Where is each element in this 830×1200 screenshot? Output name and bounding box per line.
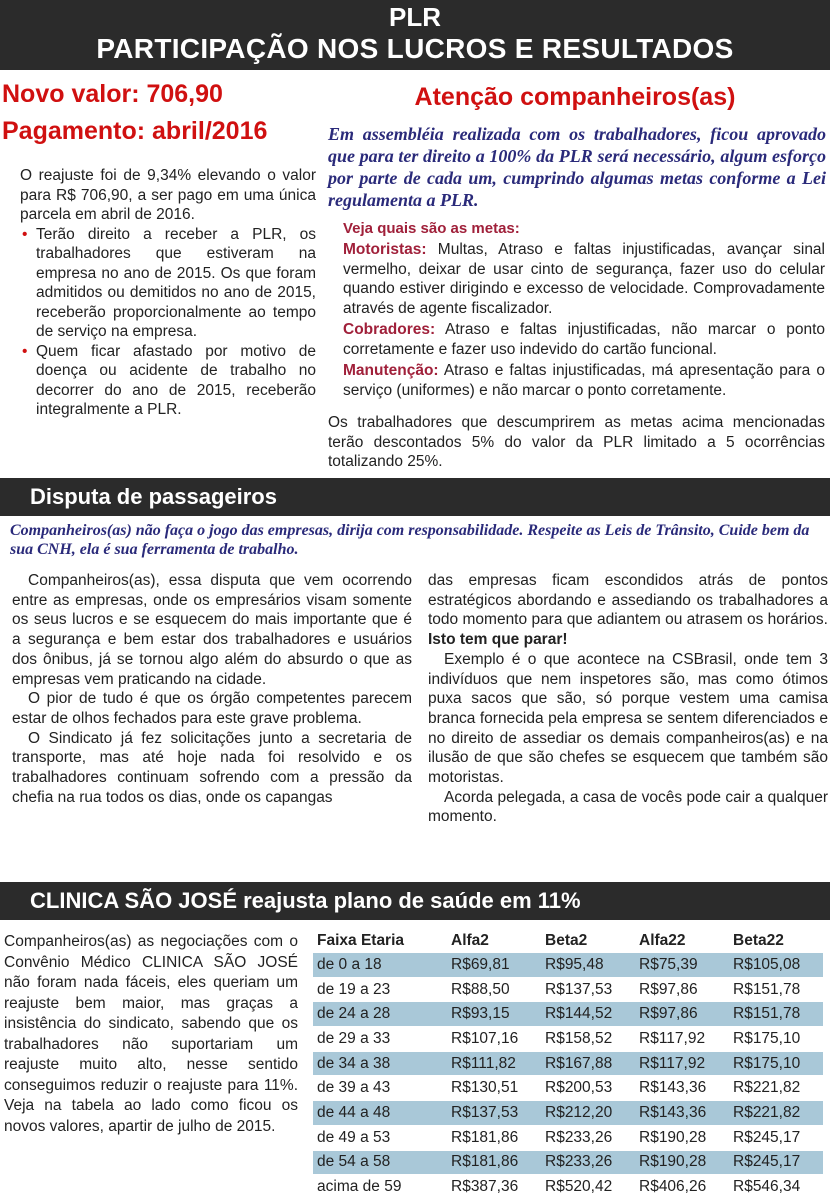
- table-cell: R$387,36: [447, 1175, 541, 1199]
- header-title-plr: PLR: [389, 2, 441, 32]
- table-cell: de 49 a 53: [313, 1125, 447, 1150]
- header-title-full: PARTICIPAÇÃO NOS LUCROS E RESULTADOS: [96, 33, 734, 64]
- meta-motoristas: [343, 240, 825, 318]
- bullet-text: Terão direito a receber a PLR, os trabalhadores que estiveram na empresa no ano de 2015. Os que foram admitidos ou demitidos no ano de 2015, receberão proporcionalmente ao tempo de serviço na empresa.: [36, 225, 316, 340]
- table-header: Faixa Etaria: [317, 932, 405, 949]
- metas-label: Veja quais são as metas:: [343, 220, 520, 237]
- manutencao-text: Atraso e faltas injustificadas, má apresentação para o serviço (uniformes) e não marcar o ponto corretamente.: [343, 362, 825, 399]
- table-row: [313, 1150, 823, 1175]
- table-row: [313, 1101, 823, 1126]
- plr-bullet-2: [20, 342, 316, 420]
- table-cell: R$190,28: [635, 1150, 729, 1175]
- table-cell: R$117,92: [635, 1051, 729, 1076]
- disputa-title: Disputa de passageiros: [30, 484, 277, 509]
- manutencao-label: Manutenção:: [343, 362, 439, 379]
- table-cell: de 54 a 58: [313, 1150, 447, 1175]
- motoristas-label: Motoristas:: [343, 241, 427, 258]
- table-cell: R$175,10: [729, 1051, 823, 1076]
- table-header-row: [313, 930, 823, 953]
- table-cell: de 39 a 43: [313, 1076, 447, 1101]
- table-cell: R$137,53: [541, 977, 635, 1002]
- table-cell: R$233,26: [541, 1125, 635, 1150]
- table-cell: R$181,86: [447, 1150, 541, 1175]
- table-cell: R$75,39: [635, 953, 729, 978]
- table-cell: R$143,36: [635, 1076, 729, 1101]
- table-cell: de 19 a 23: [313, 977, 447, 1002]
- disputa-paragraph: Acorda pelegada, a casa de vocês pode cair a qualquer momento.: [428, 788, 828, 826]
- table-cell: de 24 a 28: [313, 1002, 447, 1027]
- newsletter-header: [0, 0, 830, 70]
- bullet-text: Quem ficar afastado por motivo de doença ou acidente de trabalho no decorrer do ano de 2015, receberão integralmente a PLR.: [36, 342, 316, 418]
- cobradores-text: Atraso e faltas injustificadas, não marcar o ponto corretamente e fazer uso indevido do cartão funcional.: [343, 321, 825, 358]
- table-cell: de 29 a 33: [313, 1027, 447, 1052]
- table-header: Alfa2: [451, 932, 489, 949]
- meta-manutencao: [343, 361, 825, 400]
- table-header: Beta22: [733, 932, 784, 949]
- table-cell: R$200,53: [541, 1076, 635, 1101]
- table-cell: R$97,86: [635, 1002, 729, 1027]
- table-row: [313, 1125, 823, 1150]
- table-cell: R$117,92: [635, 1027, 729, 1052]
- plr-intro: O reajuste foi de 9,34% elevando o valor para R$ 706,90, a ser pago em uma única parcela em abril de 2016.: [20, 167, 316, 223]
- table-cell: R$221,82: [729, 1076, 823, 1101]
- table-cell: de 34 a 38: [313, 1051, 447, 1076]
- disputa-paragraph: [428, 571, 828, 650]
- table-cell: R$406,26: [635, 1175, 729, 1199]
- table-cell: de 0 a 18: [313, 953, 447, 978]
- cobradores-label: Cobradores:: [343, 321, 436, 338]
- table-row: [313, 1051, 823, 1076]
- disputa-banner: Companheiros(as) não faça o jogo das empresas, dirija com responsabilidade. Respeite as Leis de Trânsito, Cuide bem da sua CNH, ela é sua ferramenta de trabalho.: [10, 522, 810, 558]
- table-row: [313, 977, 823, 1002]
- table-row: [313, 1002, 823, 1027]
- table-row: [313, 1175, 823, 1199]
- table-cell: R$69,81: [447, 953, 541, 978]
- table-cell: R$181,86: [447, 1125, 541, 1150]
- disputa-paragraph: O pior de tudo é que os órgão competentes parecem estar de olhos fechados para este grave problema.: [12, 690, 412, 727]
- price-table: [313, 930, 823, 1199]
- atencao-heading: Atenção companheiros(as): [414, 83, 736, 111]
- descontos-text: Os trabalhadores que descumprirem as metas acima mencionadas terão descontados 5% do valor da PLR limitado a 5 ocorrências totalizando 25%.: [328, 414, 825, 470]
- table-cell: R$137,53: [447, 1101, 541, 1126]
- table-header: Beta2: [545, 932, 588, 949]
- meta-cobradores: [343, 320, 825, 359]
- bullet-icon: •: [22, 342, 28, 360]
- table-cell: R$520,42: [541, 1175, 635, 1199]
- table-cell: R$107,16: [447, 1027, 541, 1052]
- novo-valor-heading: Novo valor: 706,90: [2, 80, 223, 108]
- disputa-section-header: [0, 478, 830, 516]
- table-cell: R$167,88: [541, 1051, 635, 1076]
- clinica-text: Companheiros(as) as negociações com o Convênio Médico CLINICA SÃO JOSÉ não foram nada fáceis, eles queriam um reajuste bem maior, mas graças a insistência do sindicato, sabendo que os trabalhadores não suportariam um reajuste muito alto, nesse sentido conseguimos reduzir o reajuste para 11%. Veja na tabela ao lado como ficou os novos valores, apartir de julho de 2015.: [4, 933, 298, 1135]
- table-cell: R$151,78: [729, 977, 823, 1002]
- table-cell: R$95,48: [541, 953, 635, 978]
- motoristas-text: Multas, Atraso e faltas injustificadas, avançar sinal vermelho, deixar de usar cinto de segurança, fazer uso do celular quando estiver dirigindo e excesso de velocidade. Comprovadamente através de agente fiscalizador.: [343, 241, 825, 317]
- disputa-col-right: [428, 571, 828, 827]
- disputa-p4-bold: Isto tem que parar!: [428, 631, 568, 649]
- table-cell: R$175,10: [729, 1027, 823, 1052]
- table-cell: R$105,08: [729, 953, 823, 978]
- table-cell: R$130,51: [447, 1076, 541, 1101]
- disputa-paragraph: Exemplo é o que acontece na CSBrasil, onde tem 3 indivíduos que nem inspetores são, mas como ótimos puxa sacos que são, só porque vestem uma camisa branca fornecida pela empresa se sentem diferenciados e no direito de assediar os demais companheiros(as) e na ilusão de que são chefes se esquecem que também são motoristas.: [428, 650, 828, 787]
- table-cell: R$111,82: [447, 1051, 541, 1076]
- table-cell: R$245,17: [729, 1150, 823, 1175]
- table-cell: R$93,15: [447, 1002, 541, 1027]
- table-cell: R$221,82: [729, 1101, 823, 1126]
- metas-list: [343, 240, 825, 402]
- table-cell: R$151,78: [729, 1002, 823, 1027]
- table-cell: R$88,50: [447, 977, 541, 1002]
- disputa-paragraph: Companheiros(as), essa disputa que vem ocorrendo entre as empresas, onde os empresários visam somente os seus lucros e se esquecem do mais importante que é a segurança e bem estar dos trabalhadores e usuários dos ônibus, já se tornou algo além do absurdo o que as empresas vem praticando na cidade.: [12, 572, 412, 688]
- table-cell: R$233,26: [541, 1150, 635, 1175]
- table-cell: R$97,86: [635, 977, 729, 1002]
- bullet-icon: •: [22, 225, 28, 243]
- table-cell: R$212,20: [541, 1101, 635, 1126]
- plr-bullet-1: [20, 225, 316, 342]
- disputa-paragraph: O Sindicato já fez solicitações junto a secretaria de transporte, mas até hoje nada foi resolvido e os trabalhadores continuam sofrendo com a pressão da chefia na rua todos os dias, onde os capangas: [12, 729, 412, 806]
- table-cell: R$245,17: [729, 1125, 823, 1150]
- table-row: [313, 953, 823, 978]
- table-cell: de 44 a 48: [313, 1101, 447, 1126]
- table-cell: R$546,34: [729, 1175, 823, 1199]
- table-header: Alfa22: [639, 932, 686, 949]
- table-cell: R$143,36: [635, 1101, 729, 1126]
- table-cell: R$158,52: [541, 1027, 635, 1052]
- table-row: [313, 1027, 823, 1052]
- pagamento-heading: Pagamento: abril/2016: [2, 117, 268, 145]
- table-cell: acima de 59: [313, 1175, 447, 1199]
- table-cell: R$144,52: [541, 1002, 635, 1027]
- table-cell: R$190,28: [635, 1125, 729, 1150]
- clinica-title: CLINICA SÃO JOSÉ reajusta plano de saúde em 11%: [30, 888, 581, 913]
- clinica-section-header: [0, 882, 830, 920]
- table-row: [313, 1076, 823, 1101]
- disputa-p4-text: das empresas ficam escondidos atrás de pontos estratégicos abordando e assediando os trabalhadores a todo momento para que adiantem ou atrasem os horários.: [428, 572, 828, 629]
- assembleia-intro: Em assembléia realizada com os trabalhadores, ficou aprovado que para ter direito a 100% da PLR será necessário, algum esforço por parte de cada um, cumprindo algumas metas conforme a Lei regulamenta a PLR.: [328, 124, 826, 210]
- plr-left-text: [20, 166, 316, 420]
- disputa-col-left: [12, 571, 412, 807]
